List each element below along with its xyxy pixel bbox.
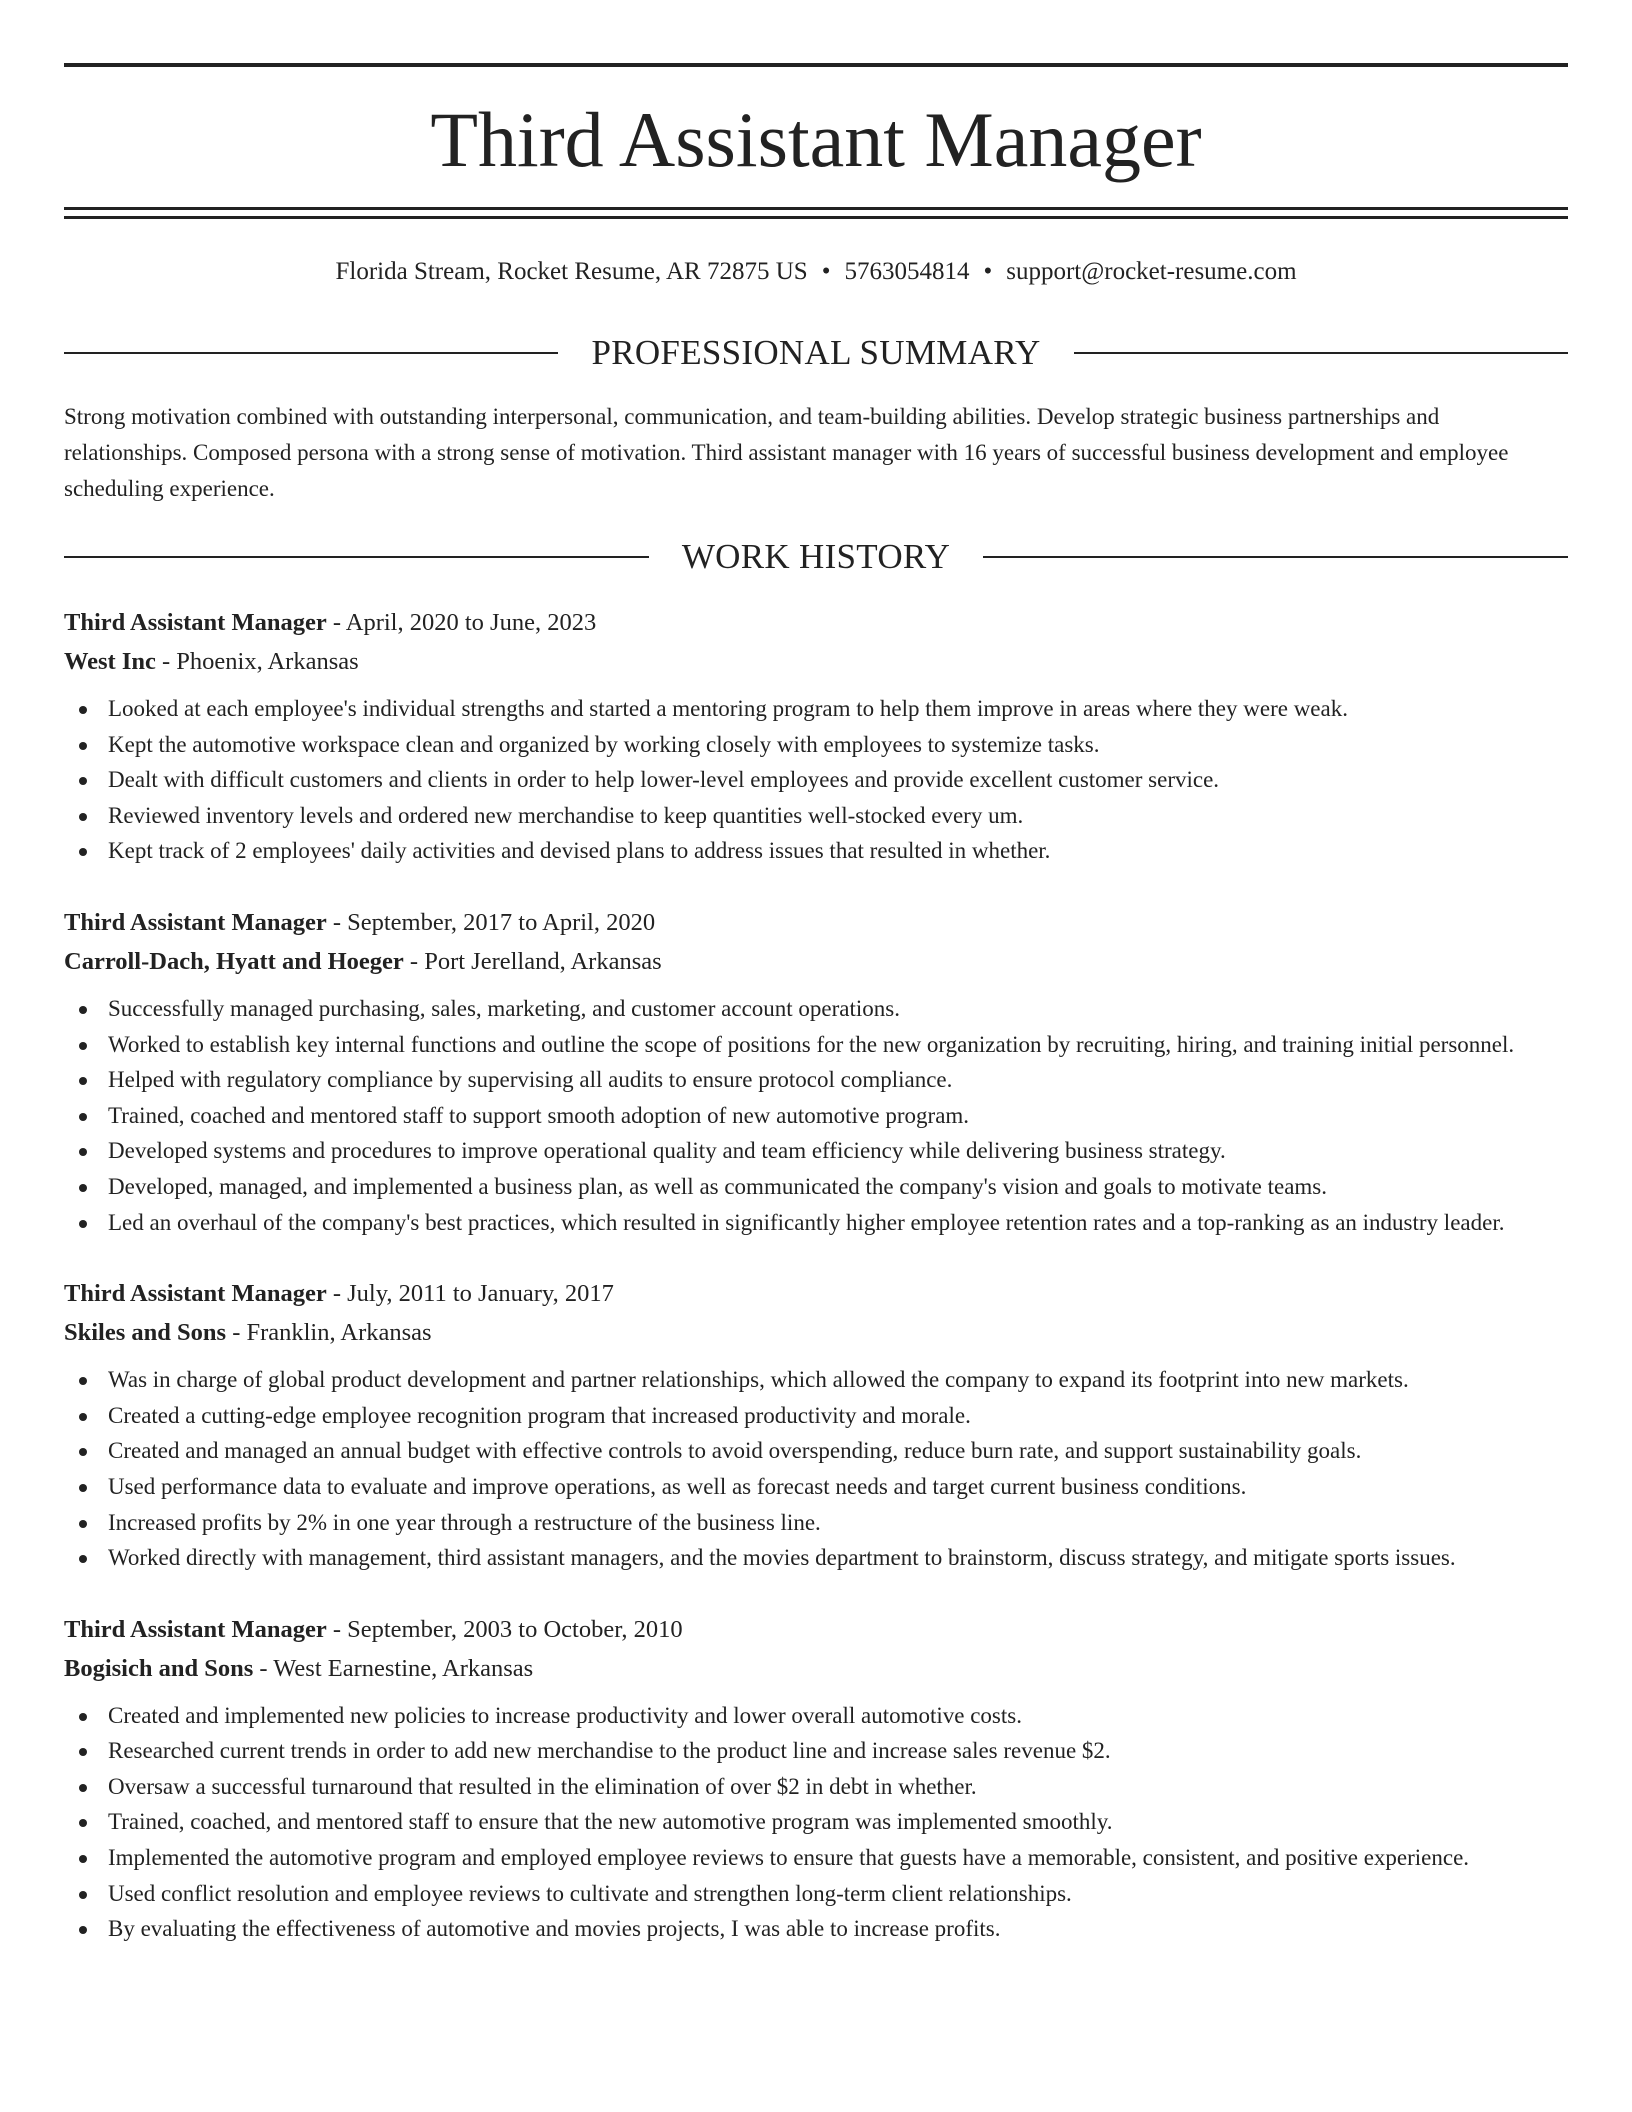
job-bullet: Kept track of 2 employees' daily activities and devised plans to address issues that resulted in whether. <box>108 833 1568 869</box>
job-title: Third Assistant Manager <box>64 609 327 636</box>
job-entry <box>64 1274 1568 1576</box>
job-bullets <box>64 1698 1568 1947</box>
job-bullet: Used conflict resolution and employee reviews to cultivate and strengthen long-term client relationships. <box>108 1876 1568 1912</box>
job-bullet: Oversaw a successful turnaround that resulted in the elimination of over $2 in debt in whether. <box>108 1769 1568 1805</box>
job-bullet: Researched current trends in order to add new merchandise to the product line and increase sales revenue $2. <box>108 1733 1568 1769</box>
work-history-list <box>64 603 1568 1981</box>
job-title: Third Assistant Manager <box>64 908 327 936</box>
job-bullet: Reviewed inventory levels and ordered new merchandise to keep quantities well-stocked every um. <box>108 798 1568 834</box>
resume-title: Third Assistant Manager <box>430 96 1202 183</box>
job-bullet: Was in charge of global product development and partner relationships, which allowed the company to expand its footprint into new markets. <box>108 1362 1568 1398</box>
job-bullet: Created and managed an annual budget with effective controls to avoid overspending, reduce burn rate, and support sustainability goals. <box>108 1433 1568 1469</box>
section-heading-summary <box>64 331 1568 375</box>
job-company: Carroll-Dach, Hyatt and Hoeger <box>64 947 404 975</box>
job-title-line <box>64 603 1568 642</box>
job-bullet: Developed systems and procedures to improve operational quality and team efficiency while delivering business strategy. <box>108 1133 1568 1169</box>
summary-text: Strong motivation combined with outstanding interpersonal, communication, and team-building abilities. Develop strategic business partnerships and relationships. Composed persona with a strong sense of motivation. Third assistant manager with 16 years of successful business development and employee scheduling experience. <box>64 404 1509 501</box>
contact-separator: • <box>983 258 993 285</box>
job-dates: - September, 2017 to April, 2020 <box>326 908 656 936</box>
job-entry <box>64 1610 1568 1947</box>
job-dates: - September, 2003 to October, 2010 <box>326 1615 683 1643</box>
contact-line <box>64 254 1568 290</box>
job-location: - Franklin, Arkansas <box>226 1319 432 1347</box>
contact-separator: • <box>821 258 831 285</box>
job-bullet: Used performance data to evaluate and improve operations, as well as forecast needs and target current business conditions. <box>108 1469 1568 1505</box>
job-title: Third Assistant Manager <box>64 1280 327 1308</box>
job-bullet: Increased profits by 2% in one year through a restructure of the business line. <box>108 1505 1568 1541</box>
job-bullet: Trained, coached and mentored staff to support smooth adoption of new automotive program. <box>108 1098 1568 1134</box>
job-bullet: Kept the automotive workspace clean and organized by working closely with employees to systemize tasks. <box>108 727 1568 763</box>
job-company-line <box>64 942 1568 981</box>
heading-divider-right <box>983 556 1568 558</box>
job-bullet: Developed, managed, and implemented a business plan, as well as communicated the company's vision and goals to motivate teams. <box>108 1169 1568 1205</box>
job-title: Third Assistant Manager <box>64 1615 327 1643</box>
job-company-line <box>64 1649 1568 1688</box>
job-company-line <box>64 642 1568 681</box>
contact-phone: 5763054814 <box>844 258 970 285</box>
section-heading-work-history <box>64 535 1568 579</box>
job-bullet: Looked at each employee's individual strengths and started a mentoring program to help them improve in areas where they were weak. <box>108 691 1568 727</box>
job-bullet: Trained, coached, and mentored staff to ensure that the new automotive program was implemented smoothly. <box>108 1804 1568 1840</box>
job-bullets <box>64 1362 1568 1576</box>
job-bullet: Led an overhaul of the company's best practices, which resulted in significantly higher employee retention rates and a top-ranking as an industry leader. <box>108 1205 1568 1241</box>
contact-email[interactable]: support@rocket-resume.com <box>1006 258 1297 285</box>
job-company: Bogisich and Sons <box>64 1654 254 1682</box>
job-company: Skiles and Sons <box>64 1319 227 1347</box>
job-title-line <box>64 903 1568 942</box>
heading-divider-right <box>1074 352 1568 354</box>
job-entry <box>64 903 1568 1240</box>
job-bullet: Created a cutting-edge employee recognition program that increased productivity and morale. <box>108 1398 1568 1434</box>
job-bullet: Successfully managed purchasing, sales, marketing, and customer account operations. <box>108 991 1568 1027</box>
job-company-line <box>64 1313 1568 1352</box>
job-title-line <box>64 1610 1568 1649</box>
contact-address: Florida Stream, Rocket Resume, AR 72875 US <box>335 258 808 285</box>
job-bullet: Worked directly with management, third assistant managers, and the movies department to brainstorm, discuss strategy, and mitigate sports issues. <box>108 1540 1568 1576</box>
job-dates: - April, 2020 to June, 2023 <box>326 609 597 636</box>
heading-divider-left <box>64 556 649 558</box>
heading-divider-left <box>64 352 558 354</box>
job-entry <box>64 603 1568 869</box>
job-location: - West Earnestine, Arkansas <box>253 1654 534 1682</box>
header-double-rule-upper <box>64 207 1568 210</box>
job-bullet: Worked to establish key internal functions and outline the scope of positions for the new organization by recruiting, hiring, and training initial personnel. <box>108 1027 1568 1063</box>
job-bullet: Implemented the automotive program and employed employee reviews to ensure that guests have a memorable, consistent, and positive experience. <box>108 1840 1568 1876</box>
header-double-rule-lower <box>64 216 1568 219</box>
job-dates: - July, 2011 to January, 2017 <box>326 1280 614 1308</box>
job-bullets <box>64 991 1568 1240</box>
job-location: - Phoenix, Arkansas <box>155 648 359 675</box>
job-title-line <box>64 1274 1568 1313</box>
section-title: PROFESSIONAL SUMMARY <box>591 333 1041 372</box>
job-location: - Port Jerelland, Arkansas <box>403 947 662 975</box>
job-bullets <box>64 691 1568 869</box>
job-bullet: Created and implemented new policies to increase productivity and lower overall automotive costs. <box>108 1698 1568 1734</box>
section-title: WORK HISTORY <box>681 537 951 576</box>
header-top-rule <box>64 63 1568 67</box>
job-company: West Inc <box>64 648 156 675</box>
job-bullet: By evaluating the effectiveness of automotive and movies projects, I was able to increase profits. <box>108 1911 1568 1947</box>
job-bullet: Dealt with difficult customers and clients in order to help lower-level employees and provide excellent customer service. <box>108 762 1568 798</box>
job-bullet: Helped with regulatory compliance by supervising all audits to ensure protocol compliance. <box>108 1062 1568 1098</box>
